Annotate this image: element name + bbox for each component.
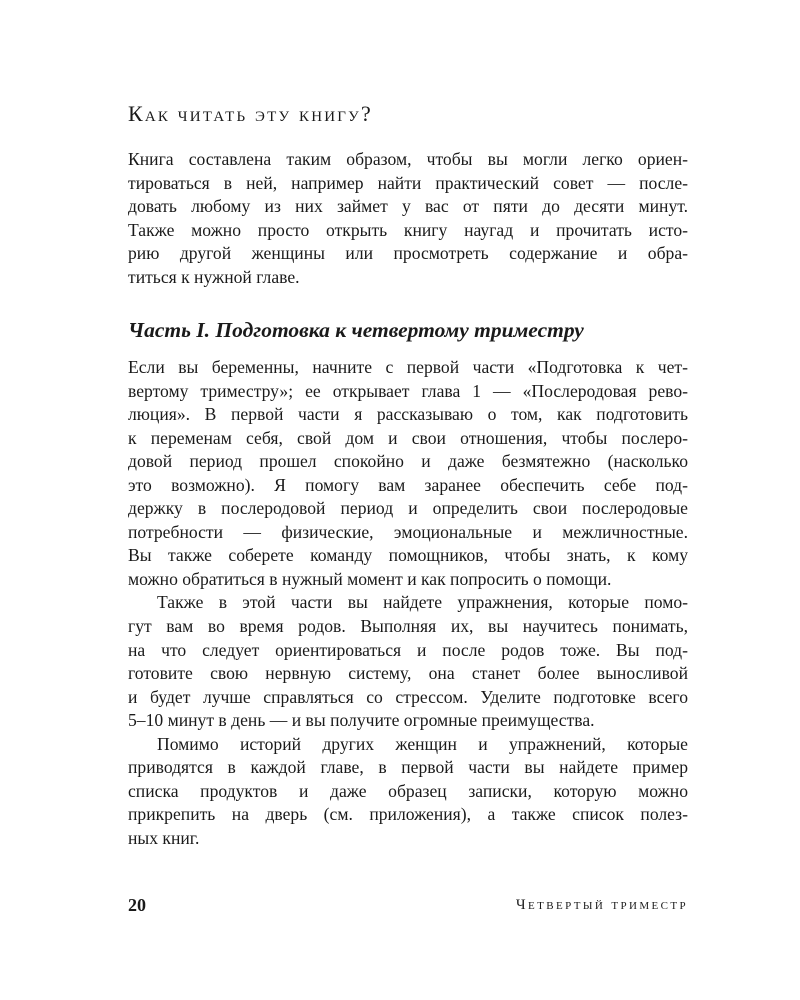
text-line: довать любому из них займет у вас от пяти до десяти минут. bbox=[128, 196, 688, 217]
text-line: Также можно просто открыть книгу наугад и прочитать исто- bbox=[128, 219, 688, 240]
text-line: Помимо историй других женщин и упражнений, которые bbox=[157, 733, 688, 754]
text-line: Книга составлена таким образом, чтобы вы могли легко ориен- bbox=[128, 149, 688, 169]
text-line: 5–10 минут в день — и вы получите огромные преимущества. bbox=[128, 710, 595, 731]
text-line: можно обратиться в нужный момент и как попросить о помощи. bbox=[128, 568, 612, 589]
text-line: титься к нужной главе. bbox=[128, 266, 300, 287]
text-line: к переменам себя, свой дом и свои отношения, чтобы послеро- bbox=[128, 427, 688, 448]
text-line: Также в этой части вы найдете упражнения, которые помо- bbox=[157, 592, 688, 613]
text-line: вертому триместру»; ее открывает глава 1 — «Послеродовая рево- bbox=[128, 380, 688, 401]
section-heading: Как читать эту книгу? bbox=[128, 101, 373, 126]
text-line: приводятся в каждой главе, в первой части вы найдете пример bbox=[128, 757, 688, 778]
book-page bbox=[128, 0, 688, 1000]
text-line: списка продуктов и даже образец записки, которую можно bbox=[128, 780, 688, 801]
text-line: готовите свою нервную систему, она станет более выносливой bbox=[128, 663, 688, 684]
text-line: довой период прошел спокойно и даже безмятежно (насколько bbox=[128, 451, 688, 472]
text-line: гут вам во время родов. Выполняя их, вы научитесь понимать, bbox=[128, 616, 688, 637]
text-line: Вы также соберете команду помощников, чтобы знать, к кому bbox=[128, 545, 688, 566]
running-title: Четвертый триместр bbox=[515, 897, 688, 913]
part-body bbox=[128, 356, 688, 850]
intro-paragraph bbox=[128, 148, 688, 289]
text-line: прикрепить на дверь (см. приложения), а также список полез- bbox=[128, 804, 688, 825]
text-line: рию другой женщины или просмотреть содержание и обра- bbox=[128, 243, 688, 264]
text-line: люция». В первой части я рассказываю о том, как подготовить bbox=[128, 404, 688, 425]
text-line: и будет лучше справляться со стрессом. Уделите подготовке всего bbox=[128, 686, 688, 707]
text-line: на что следует ориентироваться и после родов тоже. Вы под- bbox=[128, 639, 688, 660]
part-title: Часть I. Подготовка к четвертому триместру bbox=[128, 318, 584, 342]
text-line: держку в послеродовой период и определить свои послеродовые bbox=[128, 498, 688, 519]
page-footer bbox=[128, 892, 688, 918]
text-line: Если вы беременны, начните с первой части «Подготовка к чет- bbox=[128, 357, 688, 377]
text-line: ных книг. bbox=[128, 827, 200, 848]
text-line: потребности — физические, эмоциональные и межличностные. bbox=[128, 521, 688, 542]
page-number: 20 bbox=[128, 895, 146, 915]
text-line: тироваться в ней, например найти практический совет — после- bbox=[128, 172, 688, 193]
text-line: это возможно). Я помогу вам заранее обеспечить себе под- bbox=[128, 474, 688, 495]
